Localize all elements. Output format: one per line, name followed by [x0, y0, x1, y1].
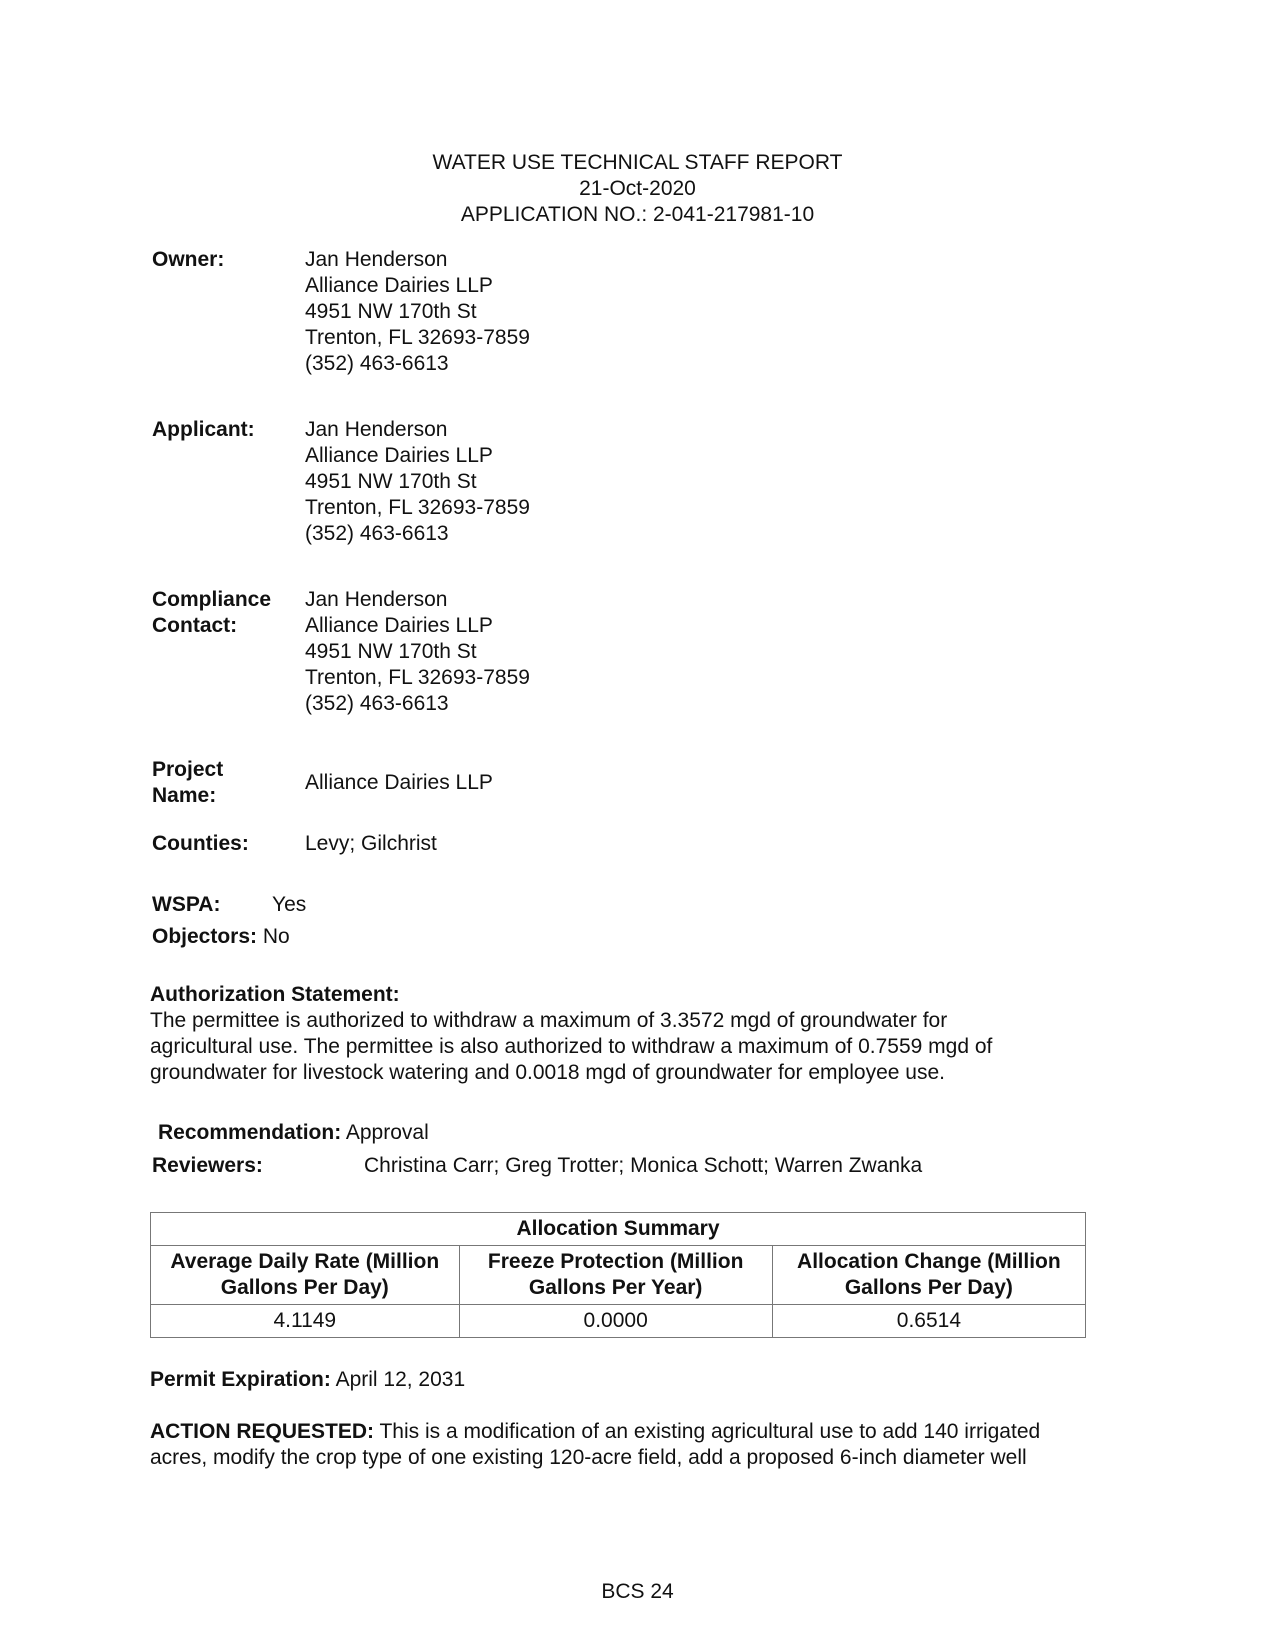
objectors-row — [152, 924, 290, 950]
owner-line: Trenton, FL 32693-7859 — [305, 326, 530, 349]
action-requested-section — [150, 1419, 1150, 1471]
owner-line: 4951 NW 170th St — [305, 300, 477, 323]
applicant-line: Trenton, FL 32693-7859 — [305, 496, 530, 519]
authorization-line: groundwater for livestock watering and 0.0018 mgd of groundwater for employee use. — [150, 1061, 945, 1084]
owner-address — [305, 247, 530, 377]
authorization-section — [150, 982, 1130, 1086]
reviewers-value: Christina Carr; Greg Trotter; Monica Schott; Warren Zwanka — [364, 1154, 923, 1177]
table-title-row — [151, 1213, 1086, 1246]
project-name-value: Alliance Dairies LLP — [305, 771, 493, 794]
report-date: 21-Oct-2020 — [579, 177, 696, 200]
recommendation-value: Approval — [345, 1121, 429, 1144]
column-header-line: Gallons Per Day) — [844, 1276, 1013, 1299]
column-header-line: Freeze Protection (Million — [487, 1250, 744, 1273]
wspa-value: Yes — [272, 893, 307, 916]
recommendation-row — [158, 1120, 429, 1146]
column-header-line: Gallons Per Day) — [220, 1276, 389, 1299]
permit-expiration-label: Permit Expiration: — [150, 1368, 331, 1391]
compliance-label-line: Compliance — [152, 588, 272, 611]
reviewers-row — [152, 1153, 263, 1179]
counties-value-text: Levy; Gilchrist — [305, 832, 437, 855]
page-number: BCS 24 — [601, 1580, 674, 1603]
counties-label: Counties: — [152, 832, 249, 855]
compliance-line: (352) 463-6613 — [305, 692, 449, 715]
owner-label: Owner: — [152, 248, 225, 271]
column-header-average-daily-rate — [151, 1246, 460, 1305]
action-line: acres, modify the crop type of one existing 120-acre field, add a proposed 6-inch diameter well — [150, 1446, 1027, 1469]
column-header-line: Gallons Per Year) — [528, 1276, 703, 1299]
compliance-line: Alliance Dairies LLP — [305, 614, 493, 637]
table-row — [151, 1305, 1086, 1338]
counties-value — [305, 831, 437, 857]
report-header — [0, 150, 1275, 228]
allocation-change-value: 0.6514 — [772, 1305, 1085, 1338]
allocation-summary-title: Allocation Summary — [151, 1213, 1086, 1246]
compliance-label-line: Contact: — [152, 614, 238, 637]
applicant-label: Applicant: — [152, 418, 255, 441]
objectors-label: Objectors: — [152, 925, 258, 948]
applicant-line: (352) 463-6613 — [305, 522, 449, 545]
average-daily-rate-value: 4.1149 — [151, 1305, 460, 1338]
compliance-line: 4951 NW 170th St — [305, 640, 477, 663]
applicant-line: Alliance Dairies LLP — [305, 444, 493, 467]
application-number: APPLICATION NO.: 2-041-217981-10 — [460, 203, 815, 226]
reviewers-label: Reviewers: — [152, 1154, 263, 1177]
action-requested-label: ACTION REQUESTED: — [150, 1420, 375, 1443]
compliance-label — [152, 587, 297, 639]
authorization-heading: Authorization Statement: — [150, 983, 400, 1006]
action-requested-text: This is a modification of an existing agricultural use to add 140 irrigated — [379, 1420, 1041, 1443]
action-line — [150, 1419, 1150, 1445]
objectors-value: No — [262, 925, 290, 948]
wspa-label: WSPA: — [152, 893, 221, 916]
applicant-line: 4951 NW 170th St — [305, 470, 477, 493]
compliance-line: Trenton, FL 32693-7859 — [305, 666, 530, 689]
owner-line: Alliance Dairies LLP — [305, 274, 493, 297]
project-label-line: Name: — [152, 784, 217, 807]
column-header-line: Allocation Change (Million — [797, 1250, 1061, 1273]
compliance-address — [305, 587, 530, 717]
wspa-row — [152, 892, 220, 918]
project-name — [305, 770, 493, 796]
report-title: WATER USE TECHNICAL STAFF REPORT — [432, 151, 843, 174]
authorization-line: agricultural use. The permittee is also authorized to withdraw a maximum of 0.7559 mgd of — [150, 1035, 993, 1058]
project-label — [152, 757, 297, 809]
allocation-summary-table — [150, 1212, 1086, 1338]
column-header-line: Average Daily Rate (Million — [170, 1250, 440, 1273]
column-header-freeze-protection — [459, 1246, 772, 1305]
owner-line: Jan Henderson — [305, 248, 448, 271]
column-header-allocation-change — [772, 1246, 1085, 1305]
applicant-line: Jan Henderson — [305, 418, 448, 441]
compliance-line: Jan Henderson — [305, 588, 448, 611]
table-header-row — [151, 1246, 1086, 1305]
freeze-protection-value: 0.0000 — [459, 1305, 772, 1338]
project-label-line: Project — [152, 758, 224, 781]
permit-expiration-row — [150, 1367, 465, 1393]
applicant-address — [305, 417, 530, 547]
owner-line: (352) 463-6613 — [305, 352, 449, 375]
authorization-line: The permittee is authorized to withdraw a maximum of 3.3572 mgd of groundwater for — [150, 1009, 948, 1032]
recommendation-label: Recommendation: — [158, 1121, 342, 1144]
permit-expiration-value: April 12, 2031 — [335, 1368, 466, 1391]
